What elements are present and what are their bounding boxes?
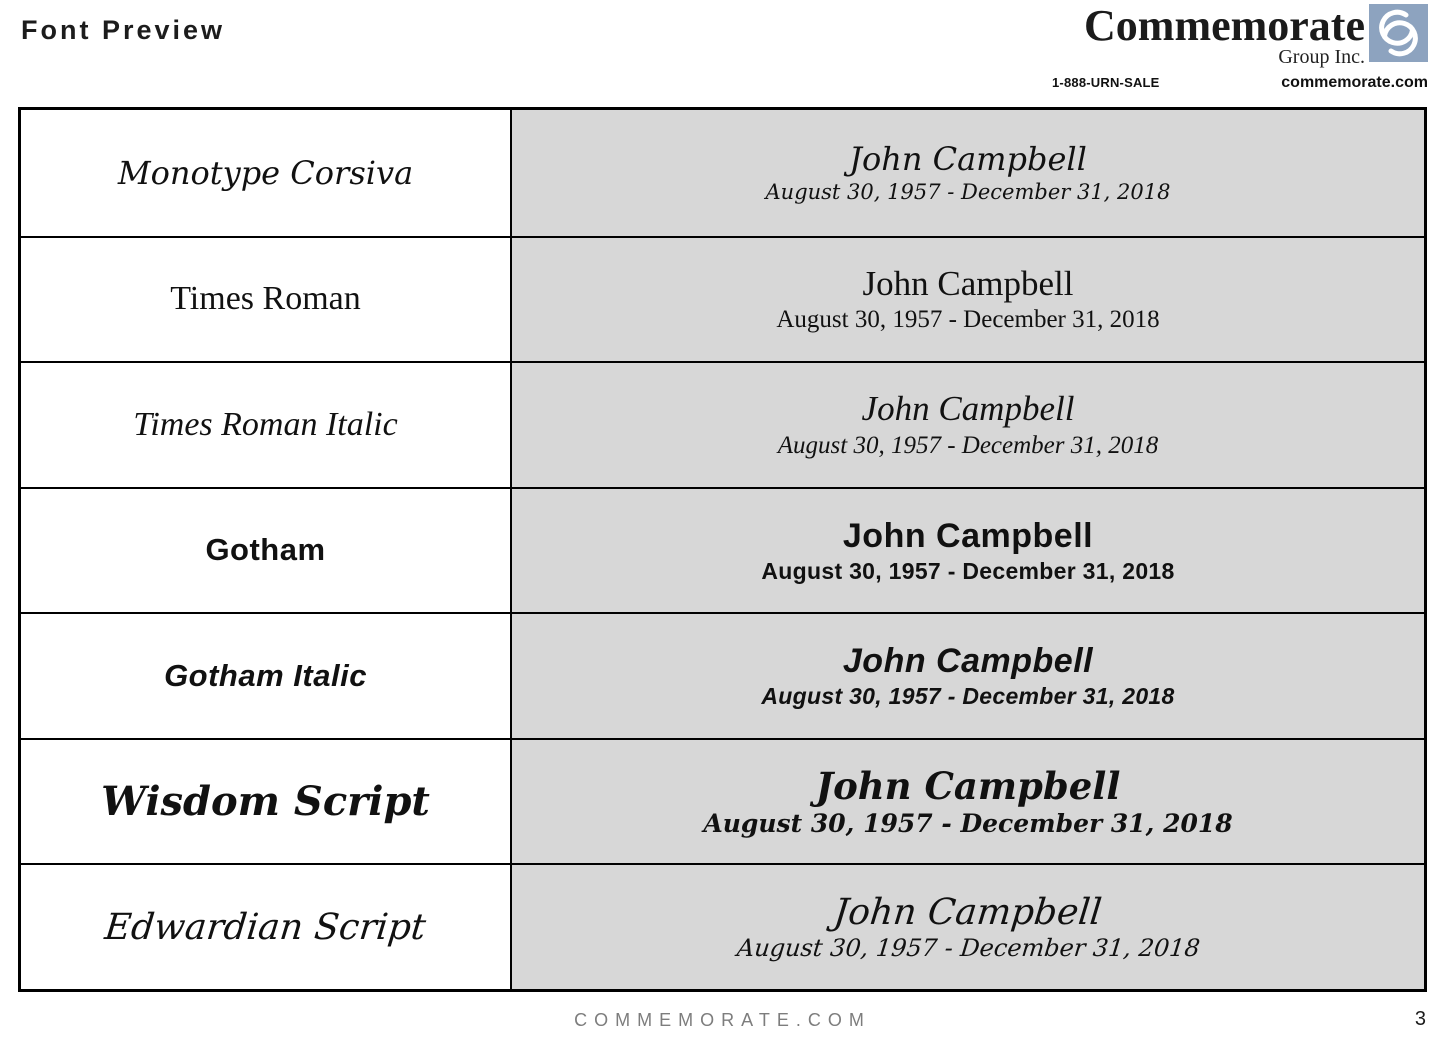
font-name-label: Gotham Italic (164, 658, 367, 694)
font-name-cell (21, 363, 512, 487)
font-name-cell (21, 238, 512, 362)
font-name-cell (21, 614, 512, 738)
footer-website: COMMEMORATE.COM (574, 1010, 871, 1030)
font-sample-cell (512, 238, 1424, 362)
page-title: Font Preview (21, 15, 226, 45)
font-sample-cell (512, 865, 1424, 989)
font-preview-table (18, 107, 1427, 992)
font-sample-cell (512, 489, 1424, 613)
sample-name: John Campbell (861, 389, 1075, 429)
font-row-times-roman-italic (21, 361, 1424, 487)
font-name-label: Edwardian Script (103, 906, 428, 948)
font-name-cell (21, 740, 512, 864)
brand-phone: 1-888-URN-SALE (1052, 75, 1160, 91)
font-name-label: Times Roman (170, 280, 361, 318)
font-name-label: Gotham (205, 532, 326, 568)
font-name-cell (21, 110, 512, 236)
font-name-label: Wisdom Script (101, 778, 430, 826)
swirl-monogram-icon (1369, 4, 1428, 62)
sample-dates: August 30, 1957 - December 31, 2018 (735, 934, 1201, 963)
sample-name: John Campbell (849, 140, 1087, 179)
font-row-times-roman (21, 236, 1424, 362)
font-row-wisdom-script (21, 738, 1424, 864)
sample-name: John Campbell (862, 263, 1074, 303)
sample-name: John Campbell (842, 516, 1094, 555)
sample-name: John Campbell (842, 642, 1094, 681)
font-name-label: Times Roman Italic (133, 405, 398, 443)
sample-dates: August 30, 1957 - December 31, 2018 (703, 808, 1233, 838)
font-name-cell (21, 865, 512, 989)
font-sample-cell (512, 110, 1424, 236)
brand-group-inc: Group Inc. (1278, 46, 1365, 69)
brand-name: Commemorate (1084, 1, 1365, 50)
font-row-gotham (21, 487, 1424, 613)
sample-dates: August 30, 1957 - December 31, 2018 (776, 306, 1160, 334)
font-name-label: Monotype Corsiva (117, 153, 414, 192)
sample-dates: August 30, 1957 - December 31, 2018 (777, 431, 1159, 459)
brand-block (1052, 1, 1428, 92)
font-sample-cell (512, 740, 1424, 864)
font-row-monotype-corsiva (21, 110, 1424, 236)
font-sample-cell (512, 614, 1424, 738)
brand-website: commemorate.com (1281, 74, 1428, 92)
font-sample-cell (512, 363, 1424, 487)
font-row-gotham-italic (21, 612, 1424, 738)
page-number: 3 (1414, 1008, 1426, 1030)
sample-name: John Campbell (832, 891, 1104, 933)
font-name-cell (21, 489, 512, 613)
sample-name: John Campbell (815, 763, 1121, 808)
sample-dates: August 30, 1957 - December 31, 2018 (761, 683, 1175, 710)
font-row-edwardian-script (21, 863, 1424, 989)
sample-dates: August 30, 1957 - December 31, 2018 (761, 557, 1175, 584)
sample-dates: August 30, 1957 - December 31, 2018 (765, 180, 1171, 205)
